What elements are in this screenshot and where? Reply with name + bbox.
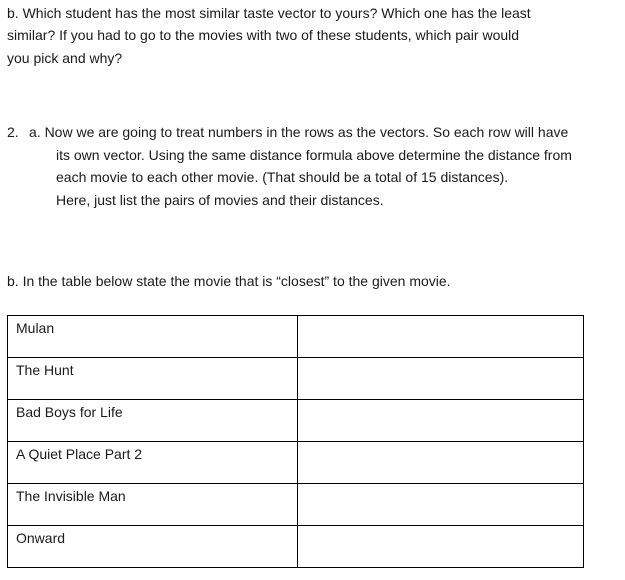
answer-cell[interactable] xyxy=(298,484,584,526)
table-row xyxy=(8,442,584,484)
movie-cell: A Quiet Place Part 2 xyxy=(8,442,298,484)
answer-cell[interactable] xyxy=(298,526,584,568)
closest-movie-table xyxy=(7,315,584,568)
table-row xyxy=(8,400,584,442)
question-b-line-1: b. Which student has the most similar taste vector to yours? Which one has the least xyxy=(7,5,531,21)
movie-cell: Bad Boys for Life xyxy=(8,400,298,442)
question-2-line-3: each movie to each other movie. (That should be a total of 15 distances). xyxy=(56,169,509,185)
table-row xyxy=(8,358,584,400)
table-row xyxy=(8,526,584,568)
answer-cell[interactable] xyxy=(298,442,584,484)
question-2-number: 2. xyxy=(7,124,19,140)
answer-cell[interactable] xyxy=(298,400,584,442)
question-b-line-3: you pick and why? xyxy=(7,50,123,66)
answer-cell[interactable] xyxy=(298,316,584,358)
movie-cell: The Invisible Man xyxy=(8,484,298,526)
question-2-line-2: its own vector. Using the same distance formula above determine the distance from xyxy=(56,147,572,163)
question-b-line-2: similar? If you had to go to the movies with two of these students, which pair would xyxy=(7,27,520,43)
question-2-line-4: Here, just list the pairs of movies and their distances. xyxy=(56,192,384,208)
movie-cell: Mulan xyxy=(8,316,298,358)
table-row xyxy=(8,484,584,526)
question-2-line-1: a. Now we are going to treat numbers in the rows as the vectors. So each row will have xyxy=(29,124,569,140)
movie-cell: The Hunt xyxy=(8,358,298,400)
question-2b-text: b. In the table below state the movie that is “closest” to the given movie. xyxy=(7,273,451,289)
table-row xyxy=(8,316,584,358)
movie-cell: Onward xyxy=(8,526,298,568)
answer-cell[interactable] xyxy=(298,358,584,400)
